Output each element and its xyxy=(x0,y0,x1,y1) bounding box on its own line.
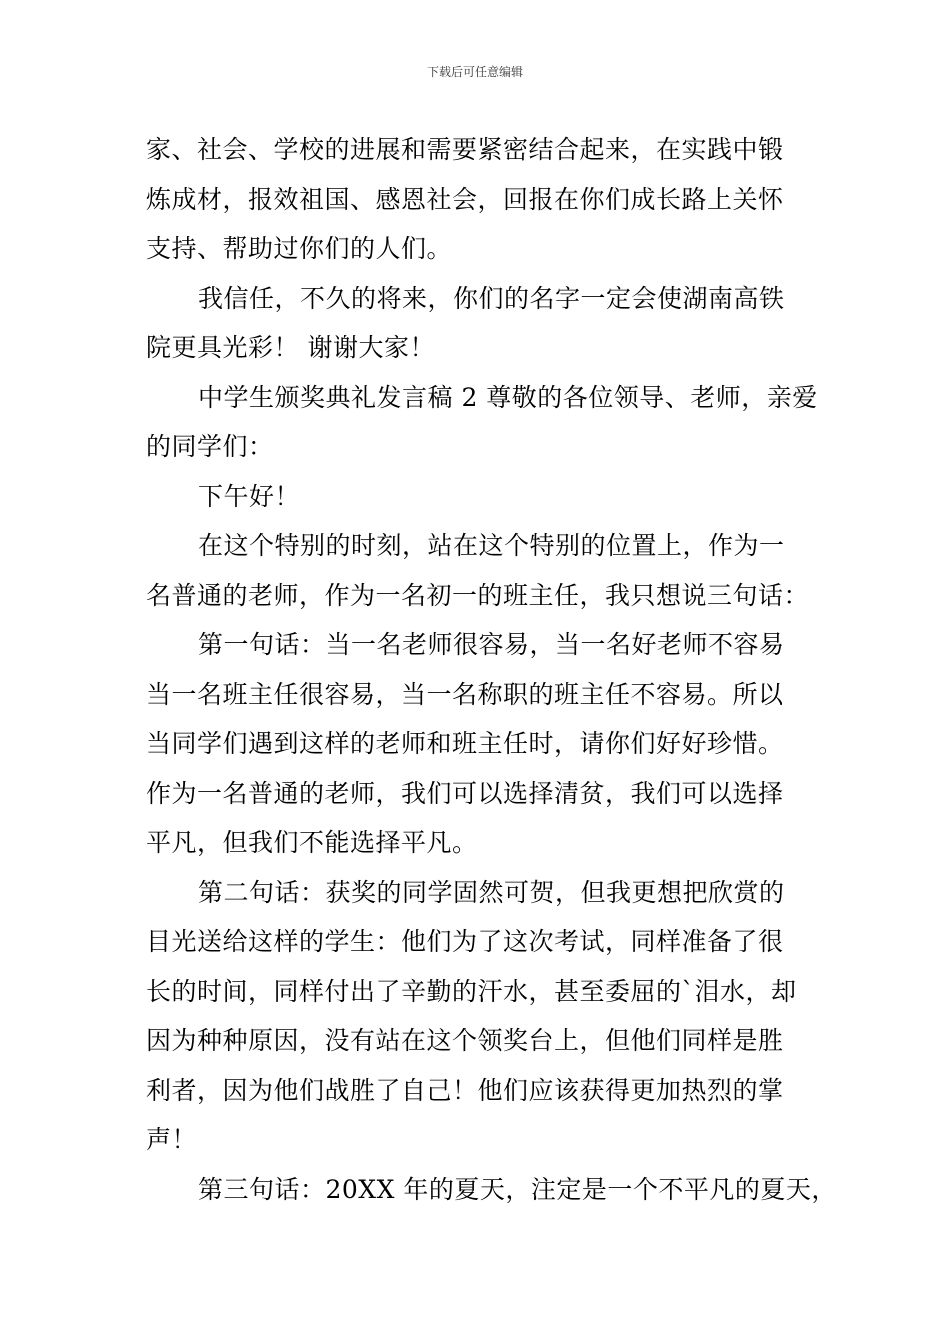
text-line: 平凡，但我们不能选择平凡。 xyxy=(146,828,478,857)
text-line: 我信任，不久的将来，你们的名字一定会使湖南高铁 xyxy=(198,283,785,313)
text-line: 声！ xyxy=(146,1125,198,1154)
text-line: 当同学们遇到这样的老师和班主任时，请你们好好珍惜。 xyxy=(146,729,784,758)
text-line: 支持、帮助过你们的人们。 xyxy=(146,234,453,263)
text-line: 作为一名普通的老师，我们可以选择清贫，我们可以选择 xyxy=(146,778,784,808)
page-header: 下载后可任意编辑 xyxy=(426,65,523,79)
text-line: 第三句话：20XX 年的夏天，注定是一个不平凡的夏天， xyxy=(198,1174,837,1204)
text-line: 长的时间，同样付出了辛勤的汗水，甚至委屈的`泪水，却 xyxy=(146,976,797,1006)
text-line: 利者，因为他们战胜了自己！他们应该获得更加热烈的掌 xyxy=(146,1075,784,1105)
text-line: 家、社会、学校的进展和需要紧密结合起来，在实践中锻 xyxy=(146,135,784,164)
text-line: 下午好！ xyxy=(198,481,301,511)
text-line: 名普通的老师，作为一名初一的班主任，我只想说三句话： xyxy=(146,580,810,610)
text-line: 中学生颁奖典礼发言稿 2 尊敬的各位领导、老师，亲爱 xyxy=(198,382,818,412)
text-line: 第一句话：当一名老师很容易，当一名好老师不容易 xyxy=(198,630,785,659)
text-line: 当一名班主任很容易，当一名称职的班主任不容易。所以 xyxy=(146,679,784,709)
text-line: 第二句话：获奖的同学固然可贺，但我更想把欣赏的 xyxy=(198,877,785,907)
text-line: 因为种种原因，没有站在这个领奖台上，但他们同样是胜 xyxy=(146,1026,784,1055)
text-line: 的同学们： xyxy=(146,432,274,461)
text-line: 炼成材，报效祖国、感恩社会，回报在你们成长路上关怀 xyxy=(146,184,784,214)
text-line: 目光送给这样的学生：他们为了这次考试，同样准备了很 xyxy=(146,927,784,956)
text-line: 院更具光彩！ 谢谢大家！ xyxy=(146,333,435,362)
text-line: 在这个特别的时刻，站在这个特别的位置上，作为一 xyxy=(198,531,785,560)
